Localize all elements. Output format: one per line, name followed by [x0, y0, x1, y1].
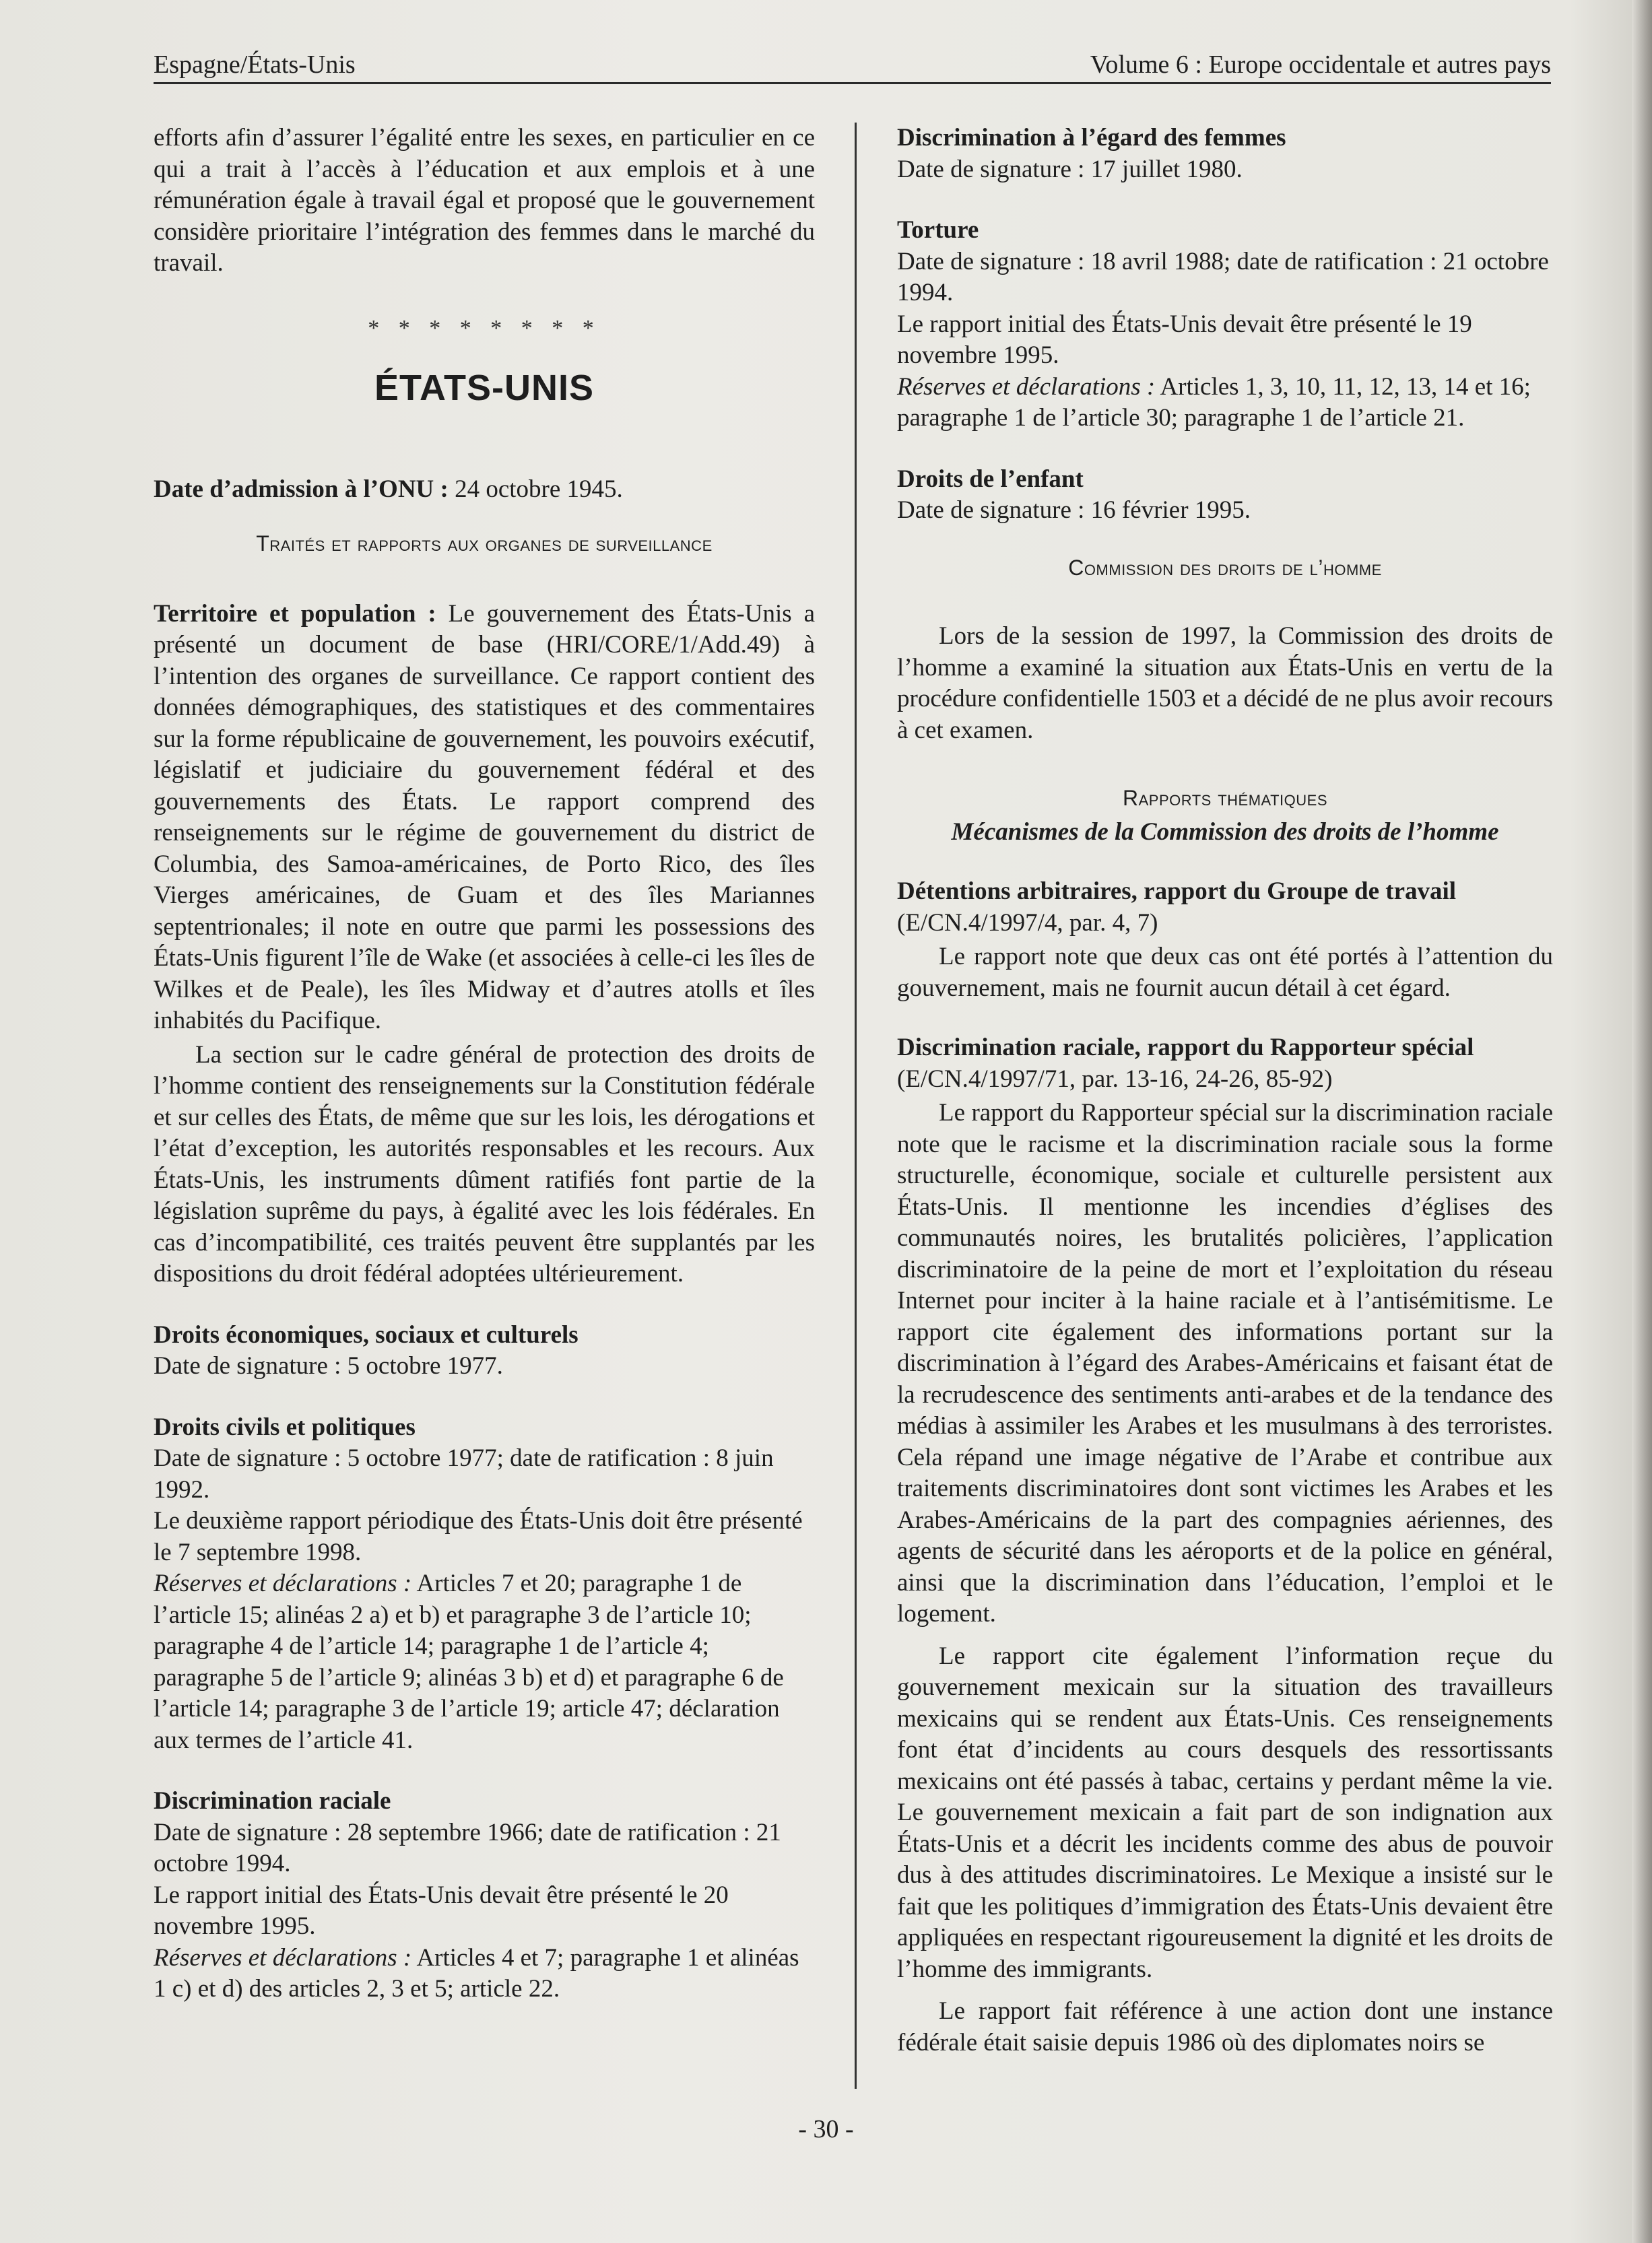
- header-left: Espagne/États-Unis: [154, 51, 356, 79]
- racial-paragraph-2: Le rapport cite également l’information reçue du gouvernement mexicain sur la situation des travailleurs mexicains qui se rendent aux États-Unis. Ces renseignements font état d’incidents au cours desquels des ressortissants mexicains ont été passés à tabac, certains y perdant même la vie. Le gouvernement mexicain a fait part de son indignation aux États-Unis et a décrit les incidents comme des abus de pouvoir dus à des attitudes discriminatoires. Le Mexique a insisté sur le fait que les politiques d’immigration des États-Unis devaient être appliquées en respectant rigoureusement la dignité et les droits de l’homme des immigrants.: [897, 1642, 1553, 1983]
- cerd-reservations: [154, 1943, 815, 2005]
- detention-paragraph: Le rapport note que deux cas ont été portés à l’attention du gouvernement, mais ne fournit aucun détail à cet égard.: [897, 943, 1553, 1002]
- cerd-report: Le rapport initial des États-Unis devait être présenté le 20 novembre 1995.: [154, 1881, 729, 1940]
- page-edge-shadow: [1632, 0, 1652, 2243]
- commission-heading: Commission des droits de l’homme: [1068, 555, 1382, 580]
- cat-signature: Date de signature : 18 avril 1988; date de ratification : 21 octobre 1994.: [897, 247, 1549, 306]
- intro-paragraph: efforts afin d’assurer l’égalité entre les sexes, en particulier en ce qui a trait à l’accès à l’éducation et aux emplois et à une rémunération égale à travail égal et proposé que le gouvernement considère prioritaire l’intégration des femmes dans le marché du travail.: [154, 124, 815, 277]
- section-separator: * * * * * * * *: [368, 315, 601, 341]
- cerd-signature: Date de signature : 28 septembre 1966; date de ratification : 21 octobre 1994.: [154, 1818, 781, 1877]
- racial-paragraph-1: Le rapport du Rapporteur spécial sur la discrimination raciale note que le racisme et la discrimination raciale sous la forme structurelle, économique, sociale et culturelle persistent aux États-Unis. Il mentionne les incendies d’églises des communautés noires, les brutalités policières, l’application discriminatoire de la peine de mort et l’exploitation du réseau Internet pour inciter à la haine raciale et à l’antisémitisme. Le rapport cite également des informations portant sur la discrimination à l’égard des Arabes-Américains et faisant état de la recrudescence des sentiments anti-arabes et de la tendance des médias à assimiler les Arabes et les musulmans à des terroristes. Cela répand une image négative de l’Arabe et contribue aux traitements discriminatoires dont sont victimes les Arabes et les Arabes-Américains de la part des compagnies aériennes, des agents de sécurité dans les aéroports et de la police en général, ainsi que la discrimination dans l’éducation, l’emploi et le logement.: [897, 1099, 1553, 1628]
- cerd-title: Discrimination raciale: [154, 1787, 391, 1815]
- ccpr-report: Le deuxième rapport périodique des États-Unis doit être présenté le 7 septembre 1998.: [154, 1507, 803, 1566]
- header-right: Volume 6 : Europe occidentale et autres pays: [1090, 51, 1551, 79]
- country-title: ÉTATS-UNIS: [374, 368, 594, 408]
- left-column: [154, 123, 815, 2005]
- cedaw-signature: Date de signature : 17 juillet 1980.: [897, 155, 1243, 183]
- territory-paragraph: [154, 599, 815, 1037]
- racial-title: Discrimination raciale, rapport du Rapporteur spécial: [897, 1034, 1474, 1061]
- admission-value: 24 octobre 1945.: [448, 475, 623, 503]
- thematic-heading: Rapports thématiques: [1122, 786, 1327, 810]
- cat-report: Le rapport initial des États-Unis devait être présenté le 19 novembre 1995.: [897, 310, 1472, 369]
- right-column: [897, 123, 1553, 2058]
- column-divider: [855, 123, 857, 2089]
- territory-label: Territoire et population :: [154, 599, 436, 628]
- crc-title: Droits de l’enfant: [897, 465, 1084, 493]
- cat-reservations-text: Articles 1, 3, 10, 11, 12, 13, 14 et 16; paragraphe 1 de l’article 30; paragraphe 1 de l’article 21.: [897, 372, 1531, 432]
- racial-paragraph-3: Le rapport fait référence à une action dont une instance fédérale était saisie depuis 1986 où des diplomates noirs se: [897, 1997, 1553, 2056]
- treaties-heading: Traités et rapports aux organes de surveillance: [256, 531, 713, 556]
- escr-title: Droits économiques, sociaux et culturels: [154, 1320, 579, 1349]
- running-header: [154, 47, 1551, 84]
- crc-signature: Date de signature : 16 février 1995.: [897, 496, 1251, 524]
- cerd-reservations-label: Réserves et déclarations :: [154, 1943, 412, 1972]
- ccpr-reservations: [154, 1568, 815, 1756]
- escr-signature: Date de signature : 5 octobre 1977.: [154, 1352, 503, 1380]
- page-number: - 30 -: [798, 2115, 854, 2143]
- mechanisms-heading: Mécanismes de la Commission des droits de l’homme: [951, 817, 1499, 846]
- detention-reference: (E/CN.4/1997/4, par. 4, 7): [897, 908, 1158, 937]
- cat-reservations: [897, 372, 1553, 434]
- commission-paragraph: Lors de la session de 1997, la Commission des droits de l’homme a examiné la situation aux États-Unis en vertu de la procédure confidentielle 1503 et a décidé de ne plus avoir recours à cet examen.: [897, 622, 1553, 744]
- admission-date: [154, 474, 815, 506]
- cedaw-title: Discrimination à l’égard des femmes: [897, 124, 1286, 152]
- legal-framework-paragraph: La section sur le cadre général de protection des droits de l’homme contient des renseignements sur la Constitution fédérale et sur celles des États, de même que sur les lois, les dérogations et l’état d’exception, les autorités responsables et les recours. Aux États-Unis, les instruments dûment ratifiés font partie de la législation suprême du pays, à égalité avec les lois fédérales. En cas d’incompatibilité, ces traités peuvent être supplantés par les dispositions du droit fédéral adoptées ultérieurement.: [154, 1040, 815, 1287]
- territory-text: Le gouvernement des États-Unis a présenté un document de base (HRI/CORE/1/Add.49) à l’intention des organes de surveillance. Ce rapport contient des données démographiques, des statistiques et des commentaires sur la forme républicaine de gouvernement, les pouvoirs exécutif, législatif et judiciaire du gouvernement fédéral et des gouvernements des États. Le rapport comprend des renseignements sur le régime de gouvernement du district de Columbia, des Samoa-américaines, de Porto Rico, des îles Vierges américaines, de Guam et des îles Mariannes septentrionales; il note en outre que parmi les possessions des États-Unis figurent l’île de Wake (et associées à celle-ci les îles de Wilkes et de Peale), les îles Midway et d’autres atolls et îles inhabités du Pacifique.: [154, 599, 815, 1034]
- admission-label: Date d’admission à l’ONU :: [154, 475, 449, 503]
- ccpr-signature: Date de signature : 5 octobre 1977; date de ratification : 8 juin 1992.: [154, 1444, 774, 1504]
- ccpr-reservations-text: Articles 7 et 20; paragraphe 1 de l’article 15; alinéas 2 a) et b) et paragraphe 3 de l’article 10; paragraphe 4 de l’article 14; paragraphe 1 de l’article 4; paragraphe 5 de l’article 9; alinéas 3 b) et d) et paragraphe 6 de l’article 14; paragraphe 3 de l’article 19; article 47; déclaration aux termes de l’article 41.: [154, 1570, 784, 1754]
- cerd-reservations-text: Articles 4 et 7; paragraphe 1 et alinéas 1 c) et d) des articles 2, 3 et 5; article 22.: [154, 1943, 799, 2003]
- racial-reference: (E/CN.4/1997/71, par. 13-16, 24-26, 85-92): [897, 1065, 1333, 1093]
- cat-reservations-label: Réserves et déclarations :: [897, 372, 1156, 401]
- ccpr-title: Droits civils et politiques: [154, 1413, 416, 1441]
- detention-title: Détentions arbitraires, rapport du Groupe de travail: [897, 877, 1457, 905]
- ccpr-reservations-label: Réserves et déclarations :: [154, 1570, 412, 1597]
- cat-title: Torture: [897, 216, 979, 244]
